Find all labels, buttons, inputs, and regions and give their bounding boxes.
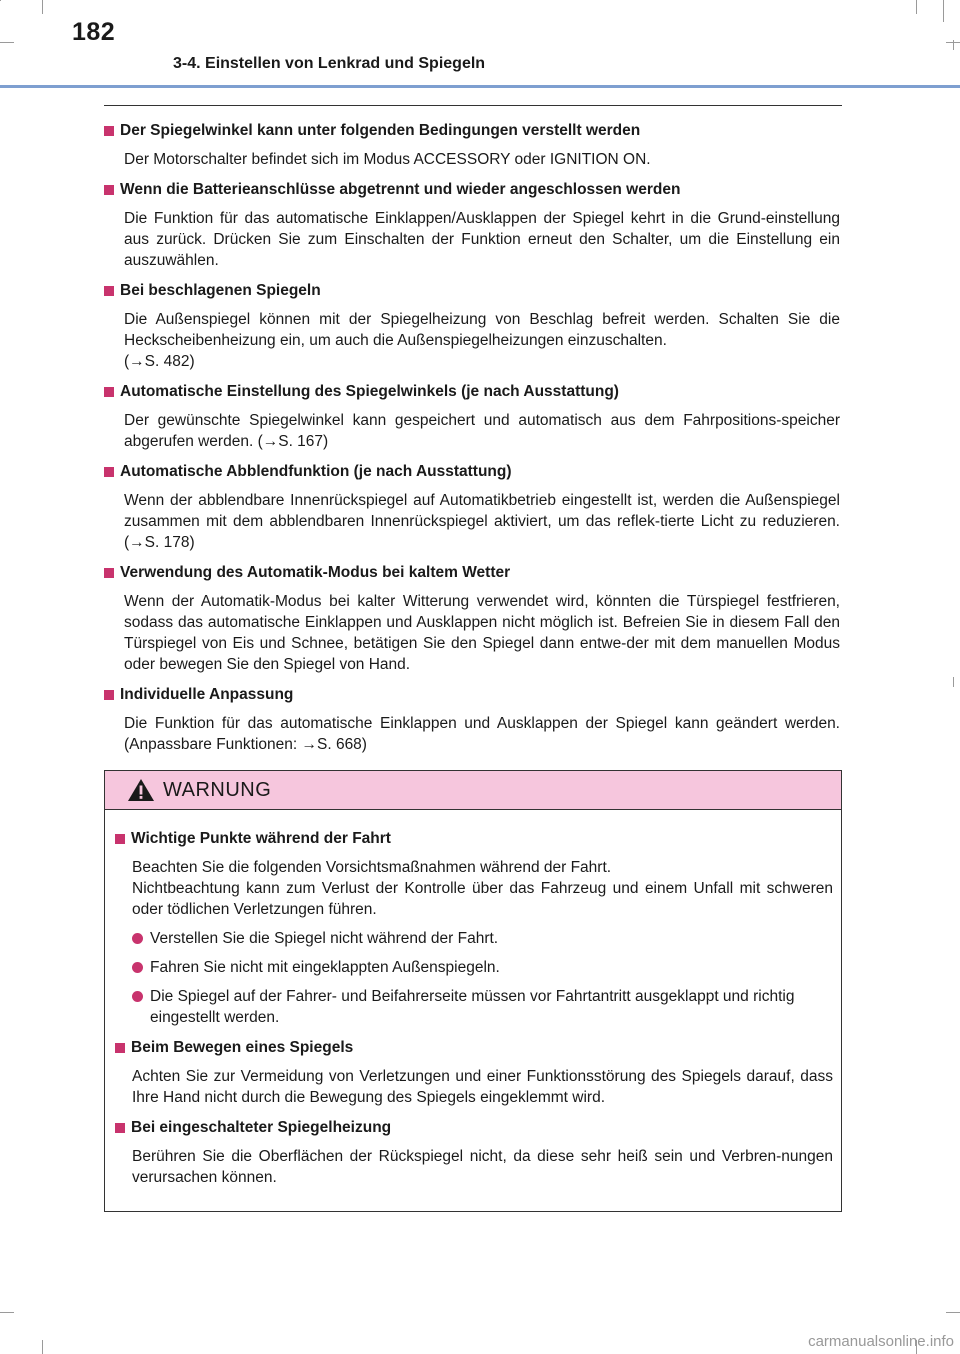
section [104,120,840,170]
warning-text: Beachten Sie die folgenden Vorsichtsmaßnahmen während der Fahrt. [132,859,612,876]
section-title: Automatische Abblendfunktion (je nach Ausstattung) [120,463,512,480]
section-text: Die Funktion für das automatische Einklappen und Ausklappen der Spiegel kann geändert werden. (Anpassbare Funktionen: →S. 668) [124,715,840,753]
warning-section-body [132,1146,833,1188]
square-icon [115,834,125,844]
section-body [124,591,840,675]
crop-mark [916,0,917,14]
square-icon [104,286,114,296]
crop-mark [953,677,954,687]
crop-mark [0,0,1,1]
main-content [104,120,840,764]
crop-mark [953,40,954,50]
crop-mark [42,0,43,14]
warning-text: Achten Sie zur Vermeidung von Verletzungen und einer Funktionsstörung des Spiegels darauf, dass Ihre Hand nicht durch die Bewegung des Spiegels eingeklemmt wird. [132,1068,833,1106]
section-text: Wenn der abblendbare Innenrückspiegel auf Automatikbetrieb eingestellt ist, werden die Außenspiegel zusammen mit dem abblendbaren Innenrückspiegel aktiviert, um das reflek-tierte Licht zu reduzieren. (→S. 178) [124,492,840,551]
section-body [124,490,840,553]
watermark[interactable]: carmanualsonline.info [808,1333,954,1350]
dot-icon [132,933,143,944]
section-text: Wenn der Automatik-Modus bei kalter Witterung verwendet wird, könnten die Türspiegel festfrieren, sodass das automatische Einklappen und Ausklappen nicht möglich ist. Befreien Sie in diesem Fall den Türspiegel von Eis und Schnee, betätigen Sie den Spiegel dann entwe-der mit dem manuellen Modus oder bewegen Sie den Spiegel von Hand. [124,593,840,673]
section-title: Wenn die Batterieanschlüsse abgetrennt und wieder angeschlossen werden [120,181,681,198]
section [104,179,840,271]
section [104,381,840,452]
section-text: Die Außenspiegel können mit der Spiegelheizung von Beschlag befreit werden. Schalten Sie die Heckscheibenheizung ein, um auch die Außenspiegelheizungen einzuschalten. [124,311,840,349]
warning-section-body [132,857,833,920]
section-body [124,208,840,271]
square-icon [104,126,114,136]
bullet-text: Verstellen Sie die Spiegel nicht während der Fahrt. [150,930,499,947]
crop-mark [0,1312,14,1313]
section-title: Individuelle Anpassung [120,686,294,703]
header-rule [0,85,960,88]
warning-header [105,771,841,810]
square-icon [104,690,114,700]
section-body [124,713,840,755]
section [104,562,840,675]
warning-text: Berühren Sie die Oberflächen der Rückspiegel nicht, da diese sehr heiß sein und Verbren-nungen verursachen können. [132,1148,833,1186]
dot-icon [132,962,143,973]
section-title: Verwendung des Automatik-Modus bei kaltem Wetter [120,564,511,581]
section-title: Bei beschlagenen Spiegeln [120,282,321,299]
content-divider [104,105,842,106]
square-icon [115,1123,125,1133]
square-icon [104,185,114,195]
section [104,461,840,553]
section-text: Die Funktion für das automatische Einklappen/Ausklappen der Spiegel kehrt in die Grund-einstellung aus zurück. Drücken Sie zum Einschalten der Funktion erneut den Schalter, um die Einstellung ein auszuwählen. [124,210,840,269]
bullet-item [132,957,833,978]
chapter-title: 3-4. Einstellen von Lenkrad und Spiegeln [173,55,486,72]
crop-mark [946,1312,960,1313]
dot-icon [132,991,143,1002]
warning-content [105,810,841,1188]
square-icon [104,568,114,578]
warning-box [104,770,842,1212]
warning-section [115,1117,833,1188]
warning-title: WARNUNG [163,778,272,801]
square-icon [115,1043,125,1053]
page-reference-link[interactable]: (→S. 482) [124,353,195,370]
section [104,280,840,372]
bullet-text: Fahren Sie nicht mit eingeklappten Außenspiegeln. [150,959,500,976]
section-body [124,149,840,170]
square-icon [104,467,114,477]
section-title: Automatische Einstellung des Spiegelwinkels (je nach Ausstattung) [120,383,619,400]
warning-section [115,828,833,1028]
section-body [124,309,840,372]
crop-mark [42,1340,43,1354]
bullet-item [132,986,833,1028]
section-title: Der Spiegelwinkel kann unter folgenden Bedingungen verstellt werden [120,122,641,139]
warning-section [115,1037,833,1108]
page-number: 182 [72,18,116,46]
warning-triangle-icon [127,778,155,802]
bullet-text: Die Spiegel auf der Fahrer- und Beifahrerseite müssen vor Fahrtantritt ausgeklappt und richtig eingestellt werden. [150,988,795,1026]
section-text: Der Motorschalter befindet sich im Modus ACCESSORY oder IGNITION ON. [124,151,651,168]
crop-mark [0,42,14,43]
bullet-item [132,928,833,949]
warning-section-body [132,1066,833,1108]
crop-mark [943,0,944,22]
warning-section-title: Beim Bewegen eines Spiegels [131,1039,354,1056]
section [104,684,840,755]
warning-section-title: Bei eingeschalteter Spiegelheizung [131,1119,392,1136]
square-icon [104,387,114,397]
warning-section-title: Wichtige Punkte während der Fahrt [131,830,391,847]
section-text: Der gewünschte Spiegelwinkel kann gespeichert und automatisch aus dem Fahrpositions-speicher abgerufen werden. (→S. 167) [124,412,840,450]
warning-text: Nichtbeachtung kann zum Verlust der Kontrolle über das Fahrzeug und einem Unfall mit schweren oder tödlichen Verletzungen führen. [132,880,833,918]
section-body [124,410,840,452]
